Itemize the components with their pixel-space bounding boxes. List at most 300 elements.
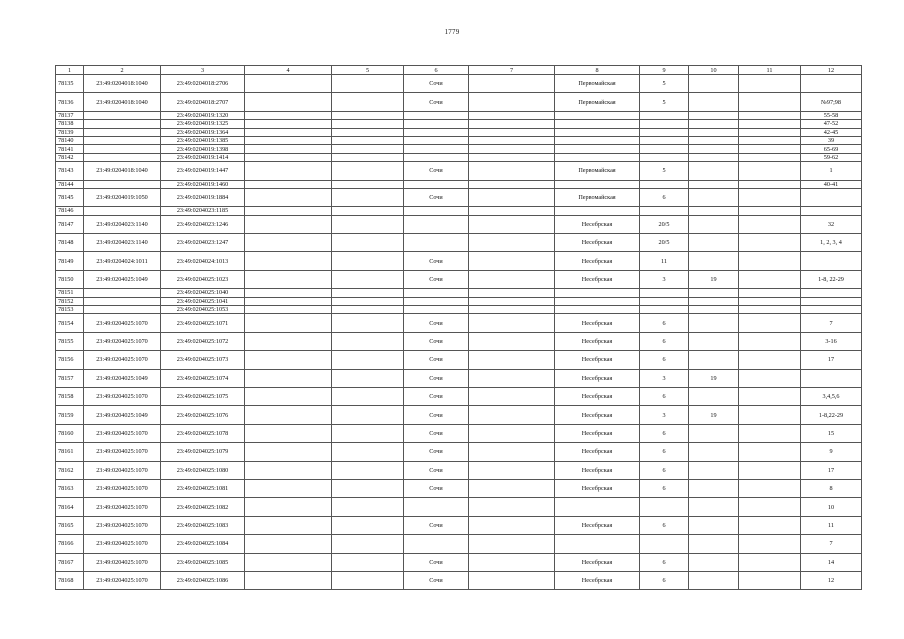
table-cell: 6	[640, 516, 689, 534]
table-cell: 1	[801, 162, 862, 180]
table-cell	[245, 75, 332, 93]
table-cell: 6	[640, 571, 689, 589]
table-cell	[245, 270, 332, 288]
table-cell: Несебрская	[555, 215, 640, 233]
table-cell	[469, 207, 555, 215]
table-cell	[404, 215, 469, 233]
table-cell: 23:49:0204018:2707	[161, 93, 245, 111]
table-cell: 1-8,22-29	[801, 406, 862, 424]
table-cell: 7	[801, 535, 862, 553]
table-cell	[245, 387, 332, 405]
table-cell	[469, 180, 555, 188]
table-cell: 23:49:0204025:1070	[84, 571, 161, 589]
table-cell	[555, 289, 640, 297]
table-cell	[689, 289, 739, 297]
table-cell	[469, 406, 555, 424]
table-cell: 78152	[56, 297, 84, 305]
table-row	[56, 215, 862, 233]
table-row	[56, 369, 862, 387]
table-cell	[84, 111, 161, 119]
table-row	[56, 516, 862, 534]
table-cell	[245, 553, 332, 571]
table-cell: 78162	[56, 461, 84, 479]
column-header: 10	[689, 66, 739, 75]
table-cell	[640, 297, 689, 305]
table-cell: Несебрская	[555, 516, 640, 534]
table-cell	[469, 153, 555, 161]
table-cell	[245, 252, 332, 270]
table-cell	[689, 461, 739, 479]
table-cell: 23:49:0204023:1185	[161, 207, 245, 215]
table-cell	[245, 571, 332, 589]
column-header: 6	[404, 66, 469, 75]
table-cell: 23:49:0204018:1040	[84, 93, 161, 111]
table-cell	[332, 215, 404, 233]
table-cell	[404, 136, 469, 144]
table-cell	[84, 297, 161, 305]
table-cell	[245, 516, 332, 534]
table-cell	[801, 207, 862, 215]
table-cell: 9	[801, 443, 862, 461]
table-row	[56, 270, 862, 288]
table-cell: 5	[640, 162, 689, 180]
table-cell: Сочи	[404, 479, 469, 497]
table-cell	[332, 128, 404, 136]
table-cell: 23:49:0204025:1074	[161, 369, 245, 387]
table-cell: 23:49:0204025:1075	[161, 387, 245, 405]
table-cell: 23:49:0204025:1078	[161, 424, 245, 442]
table-cell	[469, 297, 555, 305]
table-cell	[332, 289, 404, 297]
table-cell: 78165	[56, 516, 84, 534]
table-cell: 23:49:0204025:1070	[84, 516, 161, 534]
table-cell	[332, 479, 404, 497]
table-cell: 78143	[56, 162, 84, 180]
table-cell: Сочи	[404, 332, 469, 350]
table-cell: 23:49:0204019:1364	[161, 128, 245, 136]
table-cell: Несебрская	[555, 387, 640, 405]
table-row	[56, 387, 862, 405]
table-cell: 23:49:0204025:1070	[84, 314, 161, 332]
column-header: 11	[739, 66, 801, 75]
table-cell	[555, 207, 640, 215]
table-cell: 17	[801, 461, 862, 479]
table-cell: Несебрская	[555, 424, 640, 442]
column-header: 12	[801, 66, 862, 75]
page-number: 1779	[444, 28, 460, 36]
table-cell	[84, 120, 161, 128]
table-cell: Сочи	[404, 270, 469, 288]
table-cell: №97;98	[801, 93, 862, 111]
table-cell: 78156	[56, 351, 84, 369]
table-cell	[555, 535, 640, 553]
table-cell: Сочи	[404, 571, 469, 589]
table-cell	[801, 369, 862, 387]
table-cell: Несебрская	[555, 553, 640, 571]
table-cell	[245, 215, 332, 233]
table-cell	[739, 153, 801, 161]
table-cell: Несебрская	[555, 351, 640, 369]
table-cell	[332, 270, 404, 288]
table-cell	[739, 145, 801, 153]
table-cell: 59-62	[801, 153, 862, 161]
table-cell	[689, 424, 739, 442]
table-cell	[469, 162, 555, 180]
table-cell	[245, 145, 332, 153]
registry-table	[55, 65, 862, 590]
table-cell	[332, 387, 404, 405]
column-header: 5	[332, 66, 404, 75]
table-cell	[332, 75, 404, 93]
table-cell: Сочи	[404, 461, 469, 479]
table-cell	[332, 234, 404, 252]
table-cell	[469, 314, 555, 332]
table-cell	[739, 553, 801, 571]
table-cell	[332, 120, 404, 128]
table-cell	[404, 128, 469, 136]
table-cell	[404, 111, 469, 119]
table-cell	[469, 332, 555, 350]
table-cell	[245, 120, 332, 128]
table-cell	[245, 297, 332, 305]
table-cell: 11	[640, 252, 689, 270]
table-cell: 42-45	[801, 128, 862, 136]
table-cell: 20/5	[640, 215, 689, 233]
table-cell	[332, 136, 404, 144]
table-cell	[801, 306, 862, 314]
table-cell	[801, 289, 862, 297]
table-cell	[245, 306, 332, 314]
table-cell: 23:49:0204025:1049	[84, 369, 161, 387]
table-cell	[245, 461, 332, 479]
table-cell	[739, 207, 801, 215]
table-cell	[245, 153, 332, 161]
table-cell: Несебрская	[555, 314, 640, 332]
table-cell	[555, 145, 640, 153]
table-row	[56, 297, 862, 305]
table-cell: 78161	[56, 443, 84, 461]
table-cell: 23:49:0204025:1070	[84, 479, 161, 497]
table-row	[56, 120, 862, 128]
table-row	[56, 424, 862, 442]
table-cell	[739, 162, 801, 180]
table-cell: 1-8, 22-29	[801, 270, 862, 288]
table-cell: 78135	[56, 75, 84, 93]
table-cell: 23:49:0204025:1070	[84, 535, 161, 553]
table-cell: 23:49:0204024:1011	[84, 252, 161, 270]
table-cell: 3	[640, 369, 689, 387]
column-header: 9	[640, 66, 689, 75]
table-cell	[332, 93, 404, 111]
table-cell: Несебрская	[555, 571, 640, 589]
table-cell	[469, 93, 555, 111]
table-row	[56, 180, 862, 188]
table-cell	[739, 479, 801, 497]
table-cell	[469, 571, 555, 589]
table-cell: 6	[640, 387, 689, 405]
table-cell: 78148	[56, 234, 84, 252]
table-cell: 23:49:0204025:1023	[161, 270, 245, 288]
table-cell	[469, 424, 555, 442]
table-row	[56, 188, 862, 206]
table-cell	[469, 234, 555, 252]
table-cell: 6	[640, 351, 689, 369]
table-cell: 55-58	[801, 111, 862, 119]
table-cell: 78136	[56, 93, 84, 111]
table-cell	[739, 498, 801, 516]
table-cell	[640, 180, 689, 188]
table-cell: 78168	[56, 571, 84, 589]
table-cell	[689, 234, 739, 252]
table-cell: 23:49:0204025:1070	[84, 498, 161, 516]
table-cell	[332, 424, 404, 442]
table-cell	[739, 406, 801, 424]
table-cell: Сочи	[404, 93, 469, 111]
table-cell	[332, 535, 404, 553]
table-cell: 23:49:0204025:1070	[84, 553, 161, 571]
table-cell: 23:49:0204025:1070	[84, 387, 161, 405]
table-cell: 6	[640, 479, 689, 497]
table-cell	[245, 207, 332, 215]
table-cell: 23:49:0204025:1085	[161, 553, 245, 571]
table-cell	[332, 297, 404, 305]
table-cell	[739, 252, 801, 270]
table-cell	[245, 498, 332, 516]
table-cell: 78160	[56, 424, 84, 442]
table-cell: 78137	[56, 111, 84, 119]
table-cell: 40-41	[801, 180, 862, 188]
table-cell	[245, 351, 332, 369]
table-cell	[689, 297, 739, 305]
table-row	[56, 234, 862, 252]
table-cell	[689, 306, 739, 314]
table-cell: 23:49:0204023:1247	[161, 234, 245, 252]
table-cell: 8	[801, 479, 862, 497]
table-cell	[689, 479, 739, 497]
table-cell	[689, 128, 739, 136]
table-cell	[469, 215, 555, 233]
table-cell: 6	[640, 314, 689, 332]
table-cell: Сочи	[404, 424, 469, 442]
table-cell	[469, 270, 555, 288]
table-cell: Первомайская	[555, 75, 640, 93]
table-cell: 23:49:0204025:1083	[161, 516, 245, 534]
table-cell	[555, 111, 640, 119]
table-cell	[245, 314, 332, 332]
table-cell	[84, 306, 161, 314]
table-cell	[689, 387, 739, 405]
table-cell	[332, 145, 404, 153]
table-cell	[404, 120, 469, 128]
table-cell	[332, 516, 404, 534]
table-cell: Сочи	[404, 75, 469, 93]
table-cell	[332, 252, 404, 270]
table-cell: 20/5	[640, 234, 689, 252]
table-cell: 23:49:0204025:1070	[84, 332, 161, 350]
table-cell	[555, 136, 640, 144]
table-cell: 32	[801, 215, 862, 233]
table-cell: 3,4,5,6	[801, 387, 862, 405]
table-cell	[555, 498, 640, 516]
table-cell	[469, 479, 555, 497]
table-cell	[469, 128, 555, 136]
table-row	[56, 289, 862, 297]
table-cell: 7	[801, 314, 862, 332]
table-cell: 78159	[56, 406, 84, 424]
table-cell: 78163	[56, 479, 84, 497]
table-cell: Несебрская	[555, 479, 640, 497]
table-cell	[689, 332, 739, 350]
table-row	[56, 498, 862, 516]
table-cell	[739, 136, 801, 144]
table-cell: 17	[801, 351, 862, 369]
table-cell	[801, 75, 862, 93]
table-row	[56, 406, 862, 424]
table-cell	[469, 351, 555, 369]
table-cell	[689, 443, 739, 461]
table-cell	[332, 553, 404, 571]
table-row	[56, 351, 862, 369]
table-cell: Сочи	[404, 369, 469, 387]
table-row	[56, 553, 862, 571]
table-cell: Сочи	[404, 553, 469, 571]
table-cell	[245, 443, 332, 461]
table-cell	[739, 128, 801, 136]
table-cell	[640, 498, 689, 516]
table-cell	[404, 289, 469, 297]
table-cell	[739, 314, 801, 332]
table-row	[56, 314, 862, 332]
table-cell: 23:49:0204025:1070	[84, 461, 161, 479]
table-cell: Сочи	[404, 406, 469, 424]
table-cell: 78145	[56, 188, 84, 206]
table-cell: Сочи	[404, 351, 469, 369]
table-cell	[404, 498, 469, 516]
table-cell: 23:49:0204025:1049	[84, 270, 161, 288]
table-cell: 78155	[56, 332, 84, 350]
table-cell	[640, 289, 689, 297]
table-cell	[640, 145, 689, 153]
table-cell	[689, 111, 739, 119]
table-cell	[245, 406, 332, 424]
column-header-row	[56, 66, 862, 75]
table-cell: 78144	[56, 180, 84, 188]
table-cell: 23:49:0204019:1050	[84, 188, 161, 206]
column-header: 1	[56, 66, 84, 75]
column-header: 2	[84, 66, 161, 75]
table-cell: 23:49:0204025:1084	[161, 535, 245, 553]
table-cell	[469, 443, 555, 461]
table-cell	[801, 188, 862, 206]
table-cell	[332, 332, 404, 350]
table-cell: Сочи	[404, 314, 469, 332]
table-cell	[84, 145, 161, 153]
table-cell: 78151	[56, 289, 84, 297]
table-cell	[332, 443, 404, 461]
table-cell	[469, 498, 555, 516]
table-cell: Несебрская	[555, 406, 640, 424]
table-row	[56, 479, 862, 497]
table-row	[56, 571, 862, 589]
table-cell	[739, 215, 801, 233]
table-cell	[404, 207, 469, 215]
table-cell	[245, 535, 332, 553]
table-row	[56, 75, 862, 93]
table-cell: 78149	[56, 252, 84, 270]
table-cell	[469, 306, 555, 314]
table-cell	[689, 215, 739, 233]
table-row	[56, 443, 862, 461]
table-row	[56, 306, 862, 314]
table-cell: Первомайская	[555, 188, 640, 206]
table-cell	[245, 93, 332, 111]
table-cell	[332, 306, 404, 314]
table-cell: 47-52	[801, 120, 862, 128]
table-cell	[640, 207, 689, 215]
table-cell	[332, 314, 404, 332]
table-cell	[332, 406, 404, 424]
table-cell: 78138	[56, 120, 84, 128]
table-cell	[739, 424, 801, 442]
table-row	[56, 93, 862, 111]
table-cell: 23:49:0204025:1072	[161, 332, 245, 350]
table-cell	[739, 75, 801, 93]
table-cell	[469, 145, 555, 153]
table-row	[56, 136, 862, 144]
table-cell	[739, 306, 801, 314]
table-cell	[739, 270, 801, 288]
table-cell	[689, 136, 739, 144]
table-cell	[640, 306, 689, 314]
table-cell	[640, 111, 689, 119]
table-cell	[469, 553, 555, 571]
table-cell: 23:49:0204019:1460	[161, 180, 245, 188]
table-cell	[689, 314, 739, 332]
table-cell: 78158	[56, 387, 84, 405]
column-header: 4	[245, 66, 332, 75]
table-cell: 23:49:0204018:1040	[84, 75, 161, 93]
table-cell	[689, 162, 739, 180]
table-cell	[640, 153, 689, 161]
table-cell	[469, 369, 555, 387]
table-cell: Сочи	[404, 252, 469, 270]
table-cell	[739, 111, 801, 119]
table-cell: 23:49:0204025:1049	[84, 406, 161, 424]
table-cell	[739, 461, 801, 479]
table-cell: 6	[640, 461, 689, 479]
table-cell	[689, 153, 739, 161]
table-cell	[689, 180, 739, 188]
table-cell: 23:49:0204019:1414	[161, 153, 245, 161]
table-cell: 19	[689, 270, 739, 288]
table-cell	[689, 535, 739, 553]
table-cell	[245, 180, 332, 188]
table-cell	[689, 207, 739, 215]
table-cell	[555, 297, 640, 305]
table-cell: Несебрская	[555, 369, 640, 387]
table-cell	[469, 188, 555, 206]
table-row	[56, 252, 862, 270]
table-cell: 6	[640, 424, 689, 442]
table-cell	[404, 306, 469, 314]
table-cell: Первомайская	[555, 93, 640, 111]
table-cell	[245, 369, 332, 387]
table-cell	[469, 516, 555, 534]
table-cell: 23:49:0204019:1398	[161, 145, 245, 153]
table-cell: Несебрская	[555, 443, 640, 461]
table-cell: 78166	[56, 535, 84, 553]
table-cell: 78142	[56, 153, 84, 161]
